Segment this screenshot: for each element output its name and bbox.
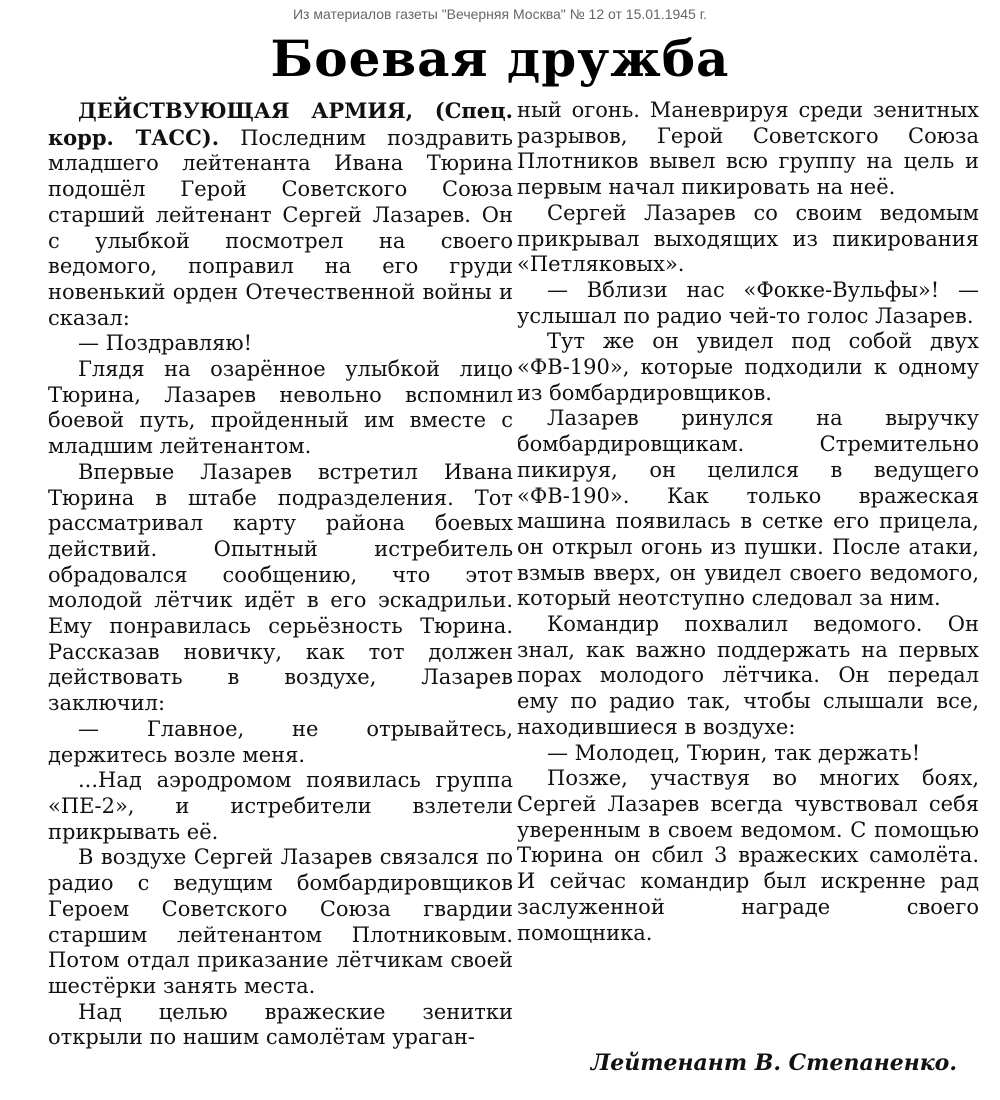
source-note: Из материалов газеты "Вечерняя Москва" № 12 от 15.01.1945 г.: [292, 6, 708, 22]
paragraph: Глядя на озарённое улыбкой лицо Тюрина, Лазарев невольно вспомнил боевой путь, пройденный им вместе с младшим лейтенантом.: [48, 357, 513, 459]
paragraph: — Молодец, Тюрин, так держать!: [547, 740, 921, 765]
paragraph: Сергей Лазарев со своим ведомым прикрывал выходящих из пикирования «Петляковых».: [517, 200, 979, 277]
paragraph: — Поздравляю!: [78, 331, 253, 356]
paragraph: Лазарев ринулся на выручку бомбардировщикам. Стремительно пикируя, он целился в ведущего «ФВ-190». Как только вражеская машина появилась в сетке его прицела, он открыл огонь из пушки. После атаки, взмыв вверх, он увидел своего ведомого, который неотступно следовал за ним.: [517, 406, 979, 611]
paragraph-text: Последним поздравить младшего лейтенанта Ивана Тюрина подошёл Герой Советского Союза старший лейтенант Сергей Лазарев. Он с улыбкой посмотрел на своего ведомого, поправил на его груди новенький орден Отечественной войны и сказал:: [48, 125, 513, 330]
right-column: [517, 98, 979, 946]
paragraph: — Главное, не отрывайтесь, держитесь возле меня.: [48, 716, 513, 767]
left-column: [48, 98, 513, 1051]
paragraph: Позже, участвуя во многих боях, Сергей Лазарев всегда чувствовал себя уверенным в своем ведомом. С помощью Тюрина он сбил 3 вражеских самолёта. И сейчас командир был искренне рад заслуженной награде своего помощника.: [517, 766, 979, 945]
paragraph: Над целью вражеские зенитки открыли по нашим самолётам ураган-: [48, 999, 513, 1050]
paragraph: Тут же он увидел под собой двух «ФВ-190», которые подходили к одному из бомбардировщиков.: [517, 329, 979, 405]
paragraph: В воздухе Сергей Лазарев связался по радио с ведущим бомбардировщиков Героем Советского Союза гвардии старшим лейтенантом Плотниковым. Потом отдал приказание лётчикам своей шестёрки занять места.: [48, 845, 513, 998]
paragraph: ный огонь. Маневрируя среди зенитных разрывов, Герой Советского Союза Плотников вывел всю группу на цель и первым начал пикировать на неё.: [517, 98, 979, 200]
paragraph: — Вблизи нас «Фокке-Вульфы»! — услышал по радио чей-то голос Лазарев.: [517, 277, 979, 328]
dateline: ДЕЙСТВУЮЩАЯ АРМИЯ, (Спец. корр. ТАСС).: [48, 98, 513, 150]
paragraph: Впервые Лазарев встретил Ивана Тюрина в штабе подразделения. Тот рассматривал карту района боевых действий. Опытный истребитель обрадовался сообщению, что этот молодой лётчик идёт в его эскадрильи. Ему понравилась серьёзность Тюрина. Рассказав новичку, как тот должен действовать в воздухе, Лазарев заключил:: [48, 459, 513, 716]
paragraph: Командир похвалил ведомого. Он знал, как важно поддержать на первых порах молодого лётчика. Он передал ему по радио так, чтобы слышали все, находившиеся в воздухе:: [517, 612, 979, 739]
paragraph: [48, 98, 513, 331]
article-title: Боевая дружба: [270, 29, 730, 88]
paragraph: ...Над аэродромом появилась группа «ПЕ-2», и истребители взлетели прикрывать её.: [48, 768, 513, 844]
author-signature: Лейтенант В. Степаненко.: [590, 1050, 957, 1076]
